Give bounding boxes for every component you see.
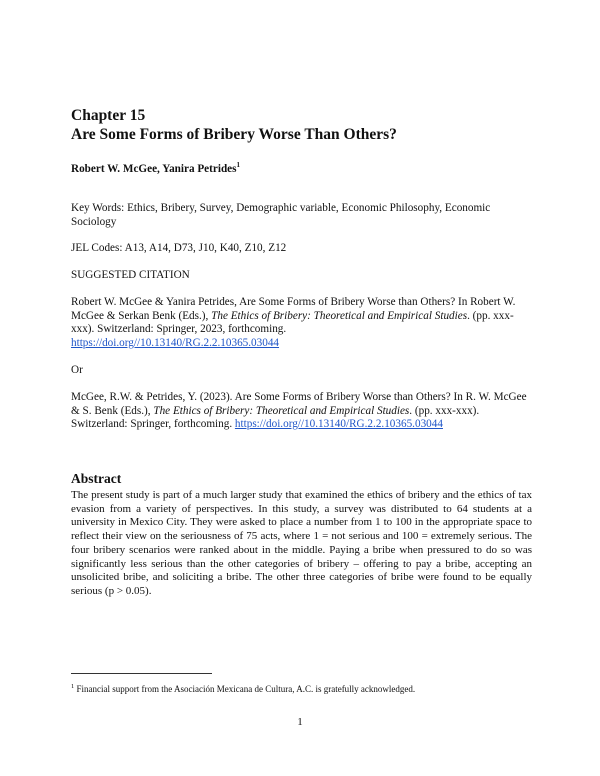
jel-codes: JEL Codes: A13, A14, D73, J10, K40, Z10, Z12 [71,242,287,254]
abstract-text: The present study is part of a much larger study that examined the ethics of bribery and the ethics of tax evasion from a variety of perspectives. In this study, a survey was distributed to 64 students at a university in Mexico City. They were asked to place a number from 1 to 100 in the appropriate space to reflect their view on the seriousness of 75 acts, where 1 = not serious and 100 = extremely serious. The four bribery scenarios were ranked about in the middle. Paying a bribe when pressured to do so was significantly less serious than the other categories of bribery – offering to pay a bribe, accepting an unsolicited bribe, and soliciting a bribe. The other three categories of bribe were found to be equally serious (p > 0.05). [71,489,532,597]
page-number: 1 [297,716,303,728]
keywords: Key Words: Ethics, Bribery, Survey, Demographic variable, Economic Philosophy, Economic Sociology [71,202,491,228]
citation-2-suffix: . (pp. xxx-xxx). Switzerland: Springer, forthcoming. [71,404,480,431]
citation-2-prefix: McGee, R.W. & Petrides, Y. (2023). Are Some Forms of Bribery Worse than Others? In R. W. McGee & S. Benk (Eds.), [71,391,527,417]
author-names: Robert W. McGee, Yanira Petrides [71,163,237,175]
citation-2 [71,391,531,432]
author-line [71,161,240,175]
author-footnote-marker: 1 [236,161,240,169]
abstract-heading: Abstract [71,471,122,486]
citation-1 [71,296,531,350]
citation-1-suffix: . (pp. xxx-xxx). Switzerland: Springer, 2023, forthcoming. [71,309,514,336]
footnote-marker: 1 [71,683,75,690]
footnote-divider [71,673,212,674]
citation-1-prefix: Robert W. McGee & Yanira Petrides, Are Some Forms of Bribery Worse than Others? In Robert W. McGee & Serkan Benk (Eds.), [71,296,516,322]
citation-1-doi-link[interactable]: https://doi.org//10.13140/RG.2.2.10365.03044 [71,336,280,349]
chapter-label: Chapter 15 [71,107,146,124]
citation-2-book-title: The Ethics of Bribery: Theoretical and Empirical Studies [153,404,410,417]
citation-2-doi-link[interactable]: https://doi.org//10.13140/RG.2.2.10365.03044 [234,418,443,431]
footnote [71,683,415,694]
or-label: Or [71,364,83,376]
chapter-title: Are Some Forms of Bribery Worse Than Others? [71,126,397,143]
footnote-text: Financial support from the Asociación Mexicana de Cultura, A.C. is gratefully acknowledged. [76,684,416,694]
suggested-citation-heading: SUGGESTED CITATION [71,269,190,281]
citation-1-book-title: The Ethics of Bribery: Theoretical and Empirical Studies [211,309,468,322]
